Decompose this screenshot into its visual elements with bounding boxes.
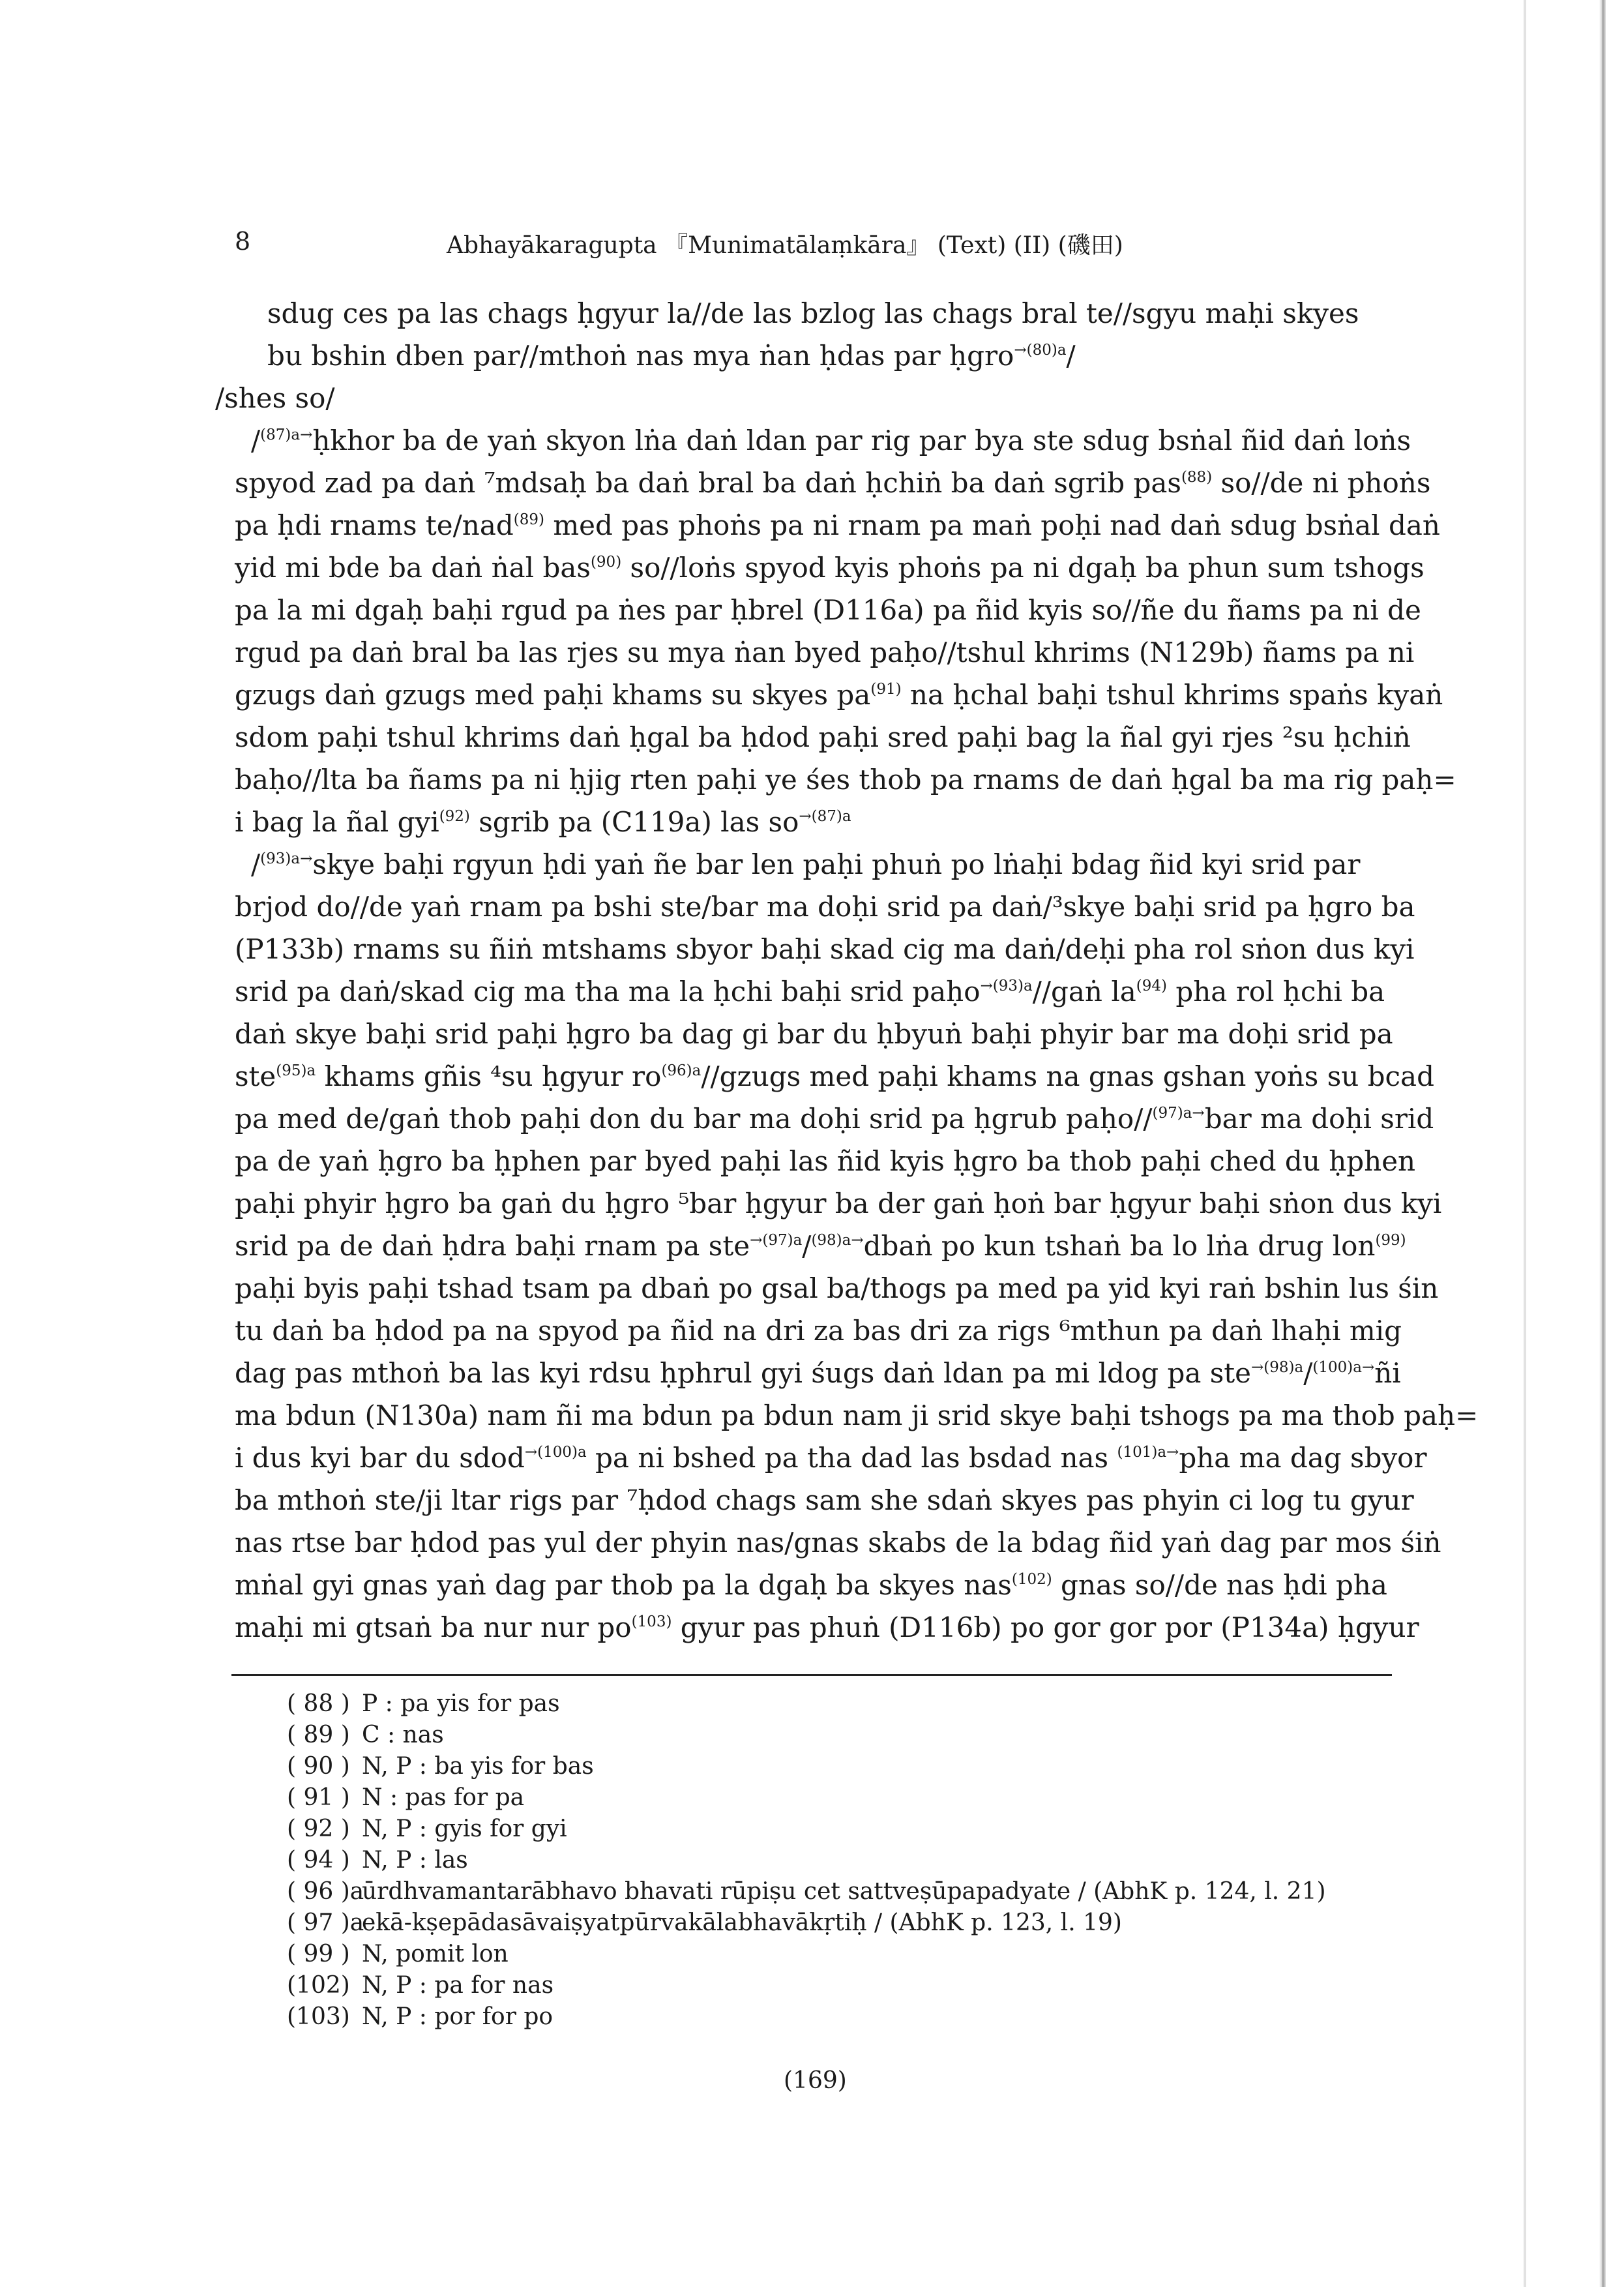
note-marker: (89) — [513, 511, 544, 528]
text-span: gzugs daṅ gzugs med paḥi khams su skyes pa — [235, 679, 871, 711]
text-line — [235, 978, 1385, 1006]
text-span: so//de ni phoṅs — [1212, 467, 1431, 499]
text-span: ḥkhor ba de yaṅ skyon lṅa daṅ ldan par rig par bya ste sdug bsṅal ñid daṅ loṅs — [312, 425, 1411, 456]
footnote-text: N : pas for pa — [362, 1784, 525, 1811]
text-span: /shes so/ — [215, 382, 335, 414]
text-span: so//loṅs spyod kyis phoṅs pa ni dgaḥ ba phun sum tshogs — [621, 552, 1425, 584]
text-span: pa ni bshed pa tha dad las bsdad nas — [586, 1442, 1117, 1474]
text-span: brjod do//de yaṅ rnam pa bshi ste/bar ma doḥi srid pa daṅ/³skye baḥi srid pa ḥgro ba — [235, 891, 1415, 923]
text-span: srid pa de daṅ ḥdra baḥi rnam pa ste — [235, 1230, 750, 1262]
note-marker: (93)a→ — [260, 850, 313, 867]
text-span: maḥi mi gtsaṅ ba nur nur po — [235, 1611, 632, 1643]
text-span: / — [251, 848, 261, 880]
text-line — [235, 806, 851, 838]
text-span: pa ḥdi rnams te/nad — [235, 509, 514, 541]
text-span: gnas so//de nas ḥdi pha — [1052, 1569, 1387, 1601]
text-line — [235, 1145, 1416, 1177]
text-line — [215, 382, 335, 414]
note-marker: (98)a→ — [811, 1232, 864, 1249]
text-span: paḥi byis paḥi tshad tsam pa dbaṅ po gsal ba/thogs pa med pa yid kyi raṅ bshin lus śin — [235, 1272, 1439, 1304]
footnote-text: N, P : por for po — [362, 2003, 554, 2030]
footnote-number: ( 91 ) — [287, 1784, 350, 1811]
note-marker: →(97)a — [750, 1232, 803, 1249]
text-line — [267, 342, 1076, 370]
footnote-item — [287, 1941, 1326, 1972]
note-marker: →(100)a — [524, 1444, 587, 1461]
text-span: bu bshin dben par//mthoṅ nas mya ṅan ḥdas par ḥgro — [267, 340, 1014, 372]
text-line — [235, 1484, 1414, 1516]
text-span: pa la mi dgaḥ baḥi rgud pa ṅes par ḥbrel (D116a) pa ñid kyis so//ñe du ñams pa ni de — [235, 594, 1421, 626]
text-span: yid mi bde ba daṅ ṅal bas — [235, 552, 591, 584]
note-marker: (103) — [631, 1613, 672, 1630]
text-line — [251, 848, 1361, 880]
text-span: rgud pa daṅ bral ba las rjes su mya ṅan byed paḥo//tshul khrims (N129b) ñams pa ni — [235, 636, 1415, 668]
text-span: khams gñis ⁴su ḥgyur ro — [316, 1060, 662, 1092]
note-marker: →(87)a — [799, 808, 851, 825]
text-span: baḥo//lta ba ñams pa ni ḥjig rten paḥi ye śes thob pa rnams de daṅ ḥgal ba ma rig paḥ= — [235, 764, 1456, 796]
text-line — [235, 1317, 1402, 1345]
text-line — [267, 297, 1359, 329]
text-span: med pas phoṅs pa ni rnam pa maṅ poḥi nad daṅ sdug bsṅal daṅ — [544, 509, 1440, 541]
footnote-text: C : nas — [362, 1722, 444, 1748]
footnote-text: ekā-kṣepādasāvaiṣyatpūrvakālabhavākṛtiḥ / (AbhK p. 123, l. 19) — [362, 1909, 1122, 1936]
text-line — [235, 681, 1443, 709]
footnote-text: N, P : las — [362, 1847, 468, 1874]
note-marker: (96)a — [661, 1062, 701, 1079]
text-span: tu daṅ ba ḥdod pa na spyod pa ñid na dri za bas dri za rigs ⁶mthun pa daṅ lhaḥi mig — [235, 1315, 1402, 1347]
text-line — [235, 1230, 1406, 1262]
text-line — [235, 1018, 1393, 1050]
footnote-item — [287, 1878, 1326, 1909]
text-span: ma bdun (N130a) nam ñi ma bdun pa bdun nam ji srid skye baḥi tshogs pa ma thob paḥ= — [235, 1399, 1479, 1431]
footnotes — [287, 1690, 1326, 2035]
page-header — [235, 227, 1395, 266]
text-span: / — [251, 425, 261, 456]
text-span: dbaṅ po kun tshaṅ ba lo lṅa drug lon — [863, 1230, 1376, 1262]
footnote-number: ( 99 ) — [287, 1941, 350, 1967]
text-span: sgrib pa (C119a) las so — [469, 806, 799, 838]
text-line — [235, 554, 1425, 582]
text-line — [235, 1272, 1439, 1304]
text-span: //gzugs med paḥi khams na gnas gshan yoṅs su bcad — [701, 1060, 1434, 1092]
text-span: skye baḥi rgyun ḥdi yaṅ ñe bar len paḥi phuṅ po lṅaḥi bdag ñid kyi srid par — [312, 848, 1361, 880]
footnote-text: P : pa yis for pas — [362, 1690, 560, 1717]
note-marker: (100)a→ — [1312, 1359, 1375, 1376]
footnote-item — [287, 1690, 1326, 1722]
text-span: nas rtse bar ḥdod pas yul der phyin nas/gnas skabs de la bdag ñid yaṅ dag par mos śiṅ — [235, 1527, 1441, 1559]
note-marker: →(98)a — [1251, 1359, 1304, 1376]
text-line — [235, 893, 1415, 921]
folio-number: (169) — [784, 2067, 847, 2094]
footnote-number: ( 92 ) — [287, 1816, 350, 1842]
note-marker: (101)a→ — [1117, 1444, 1179, 1461]
note-marker: →(93)a — [980, 978, 1033, 994]
footnote-text: N, P : ba yis for bas — [362, 1753, 594, 1780]
note-marker: (92) — [439, 808, 470, 825]
note-marker: (97)a→ — [1152, 1105, 1205, 1122]
footnote-number: (102) — [287, 1972, 350, 1999]
footnote-item — [287, 1972, 1326, 2003]
text-line — [235, 509, 1440, 541]
text-line — [235, 594, 1421, 626]
text-span: pa de yaṅ ḥgro ba ḥphen par byed paḥi las ñid kyis ḥgro ba thob paḥi ched du ḥphen — [235, 1145, 1416, 1177]
note-marker: (99) — [1375, 1232, 1406, 1249]
footnote-number: ( 96 )a — [287, 1878, 364, 1905]
footnote-number: ( 97 )a — [287, 1909, 364, 1936]
note-marker: (94) — [1136, 978, 1168, 994]
text-span: dag pas mthoṅ ba las kyi rdsu ḥphrul gyi śugs daṅ ldan pa mi ldog pa ste — [235, 1357, 1252, 1389]
text-span: ñi — [1374, 1357, 1401, 1389]
page-number: 8 — [235, 227, 251, 256]
text-line — [235, 1569, 1387, 1601]
footnote-item — [287, 1847, 1326, 1878]
text-line — [235, 467, 1431, 499]
text-line — [235, 933, 1415, 965]
footnote-text: N, P : pa for nas — [362, 1972, 554, 1999]
footnote-number: ( 89 ) — [287, 1722, 350, 1748]
text-span: //gaṅ la — [1032, 976, 1136, 1008]
footnote-text: N, P : gyis for gyi — [362, 1816, 567, 1842]
text-span: paḥi phyir ḥgro ba gaṅ du ḥgro ⁵bar ḥgyur ba der gaṅ ḥoṅ bar ḥgyur baḥi sṅon dus kyi — [235, 1188, 1442, 1219]
note-marker: →(80)a — [1014, 342, 1067, 359]
footnote-number: ( 90 ) — [287, 1753, 350, 1780]
text-line — [235, 636, 1415, 668]
text-span: ba mthoṅ ste/ji ltar rigs par ⁷ḥdod chags sam she sdaṅ skyes pas phyin ci log tu gyur — [235, 1484, 1414, 1516]
text-span: mṅal gyi gnas yaṅ dag par thob pa la dgaḥ ba skyes nas — [235, 1569, 1012, 1601]
text-span: srid pa daṅ/skad cig ma tha ma la ḥchi baḥi srid paḥo — [235, 976, 981, 1008]
text-span: i bag la ñal gyi — [235, 806, 439, 838]
text-line — [235, 766, 1456, 794]
footnote-text: ūrdhvamantarābhavo bhavati rūpiṣu cet sattveṣūpapadyate / (AbhK p. 124, l. 21) — [362, 1878, 1326, 1905]
footnote-rule — [231, 1674, 1392, 1676]
text-line — [235, 721, 1411, 753]
text-line — [235, 1357, 1401, 1389]
footnote-text: N, pomit lon — [362, 1941, 509, 1967]
text-span: / — [1066, 340, 1076, 372]
running-title: Abhayākaragupta 『Munimatālaṃkāra』 (Text) (II) (磯田) — [447, 232, 1123, 259]
text-line — [251, 427, 1411, 455]
note-marker: (95)a — [276, 1062, 316, 1079]
text-span: pha rol ḥchi ba — [1167, 976, 1385, 1008]
footnote-item — [287, 1909, 1326, 1941]
text-span: pha ma dag sbyor — [1179, 1442, 1427, 1474]
footnote-item — [287, 1816, 1326, 1847]
footnote-number: ( 94 ) — [287, 1847, 350, 1874]
text-span: / — [802, 1230, 812, 1262]
note-marker: (102) — [1011, 1571, 1052, 1588]
text-span: bar ma doḥi srid — [1204, 1103, 1434, 1135]
footnote-item — [287, 2003, 1326, 2035]
text-line — [235, 1444, 1427, 1472]
text-span: spyod zad pa daṅ ⁷mdsaḥ ba daṅ bral ba daṅ ḥchiṅ ba daṅ sgrib pas — [235, 467, 1181, 499]
note-marker: (91) — [870, 681, 902, 698]
footnote-item — [287, 1722, 1326, 1753]
footnote-number: (103) — [287, 2003, 350, 2030]
note-marker: (87)a→ — [260, 426, 313, 443]
footnote-number: ( 88 ) — [287, 1690, 350, 1717]
text-span: daṅ skye baḥi srid paḥi ḥgro ba dag gi bar du ḥbyuṅ baḥi phyir bar ma doḥi srid pa — [235, 1018, 1393, 1050]
note-marker: (88) — [1181, 469, 1213, 486]
text-line — [235, 1060, 1434, 1092]
footnote-item — [287, 1784, 1326, 1816]
text-span: (P133b) rnams su ñiṅ mtshams sbyor baḥi skad cig ma daṅ/deḥi pha rol sṅon dus kyi — [235, 933, 1415, 965]
text-span: na ḥchal baḥi tshul khrims spaṅs kyaṅ — [901, 679, 1443, 711]
text-span: sdug ces pa las chags ḥgyur la//de las bzlog las chags bral te//sgyu maḥi skyes — [267, 297, 1359, 329]
text-span: gyur pas phuṅ (D116b) po gor gor por (P134a) ḥgyur — [672, 1611, 1419, 1643]
footnote-item — [287, 1753, 1326, 1784]
text-span: i dus kyi bar du sdod — [235, 1442, 525, 1474]
note-marker: (90) — [590, 554, 622, 571]
text-line — [235, 1105, 1434, 1133]
text-span: ste — [235, 1060, 276, 1092]
page-shadow-line — [1524, 0, 1526, 2287]
text-line — [235, 1529, 1441, 1557]
text-span: / — [1303, 1357, 1313, 1389]
text-span: pa med de/gaṅ thob paḥi don du bar ma doḥi srid pa ḥgrub paḥo// — [235, 1103, 1153, 1135]
text-line — [235, 1190, 1441, 1218]
text-line — [235, 1611, 1419, 1643]
page-binding-edge — [1599, 0, 1606, 2287]
text-span: sdom paḥi tshul khrims daṅ ḥgal ba ḥdod paḥi sred paḥi bag la ñal gyi rjes ²su ḥchiṅ — [235, 721, 1411, 753]
text-line — [235, 1399, 1479, 1431]
